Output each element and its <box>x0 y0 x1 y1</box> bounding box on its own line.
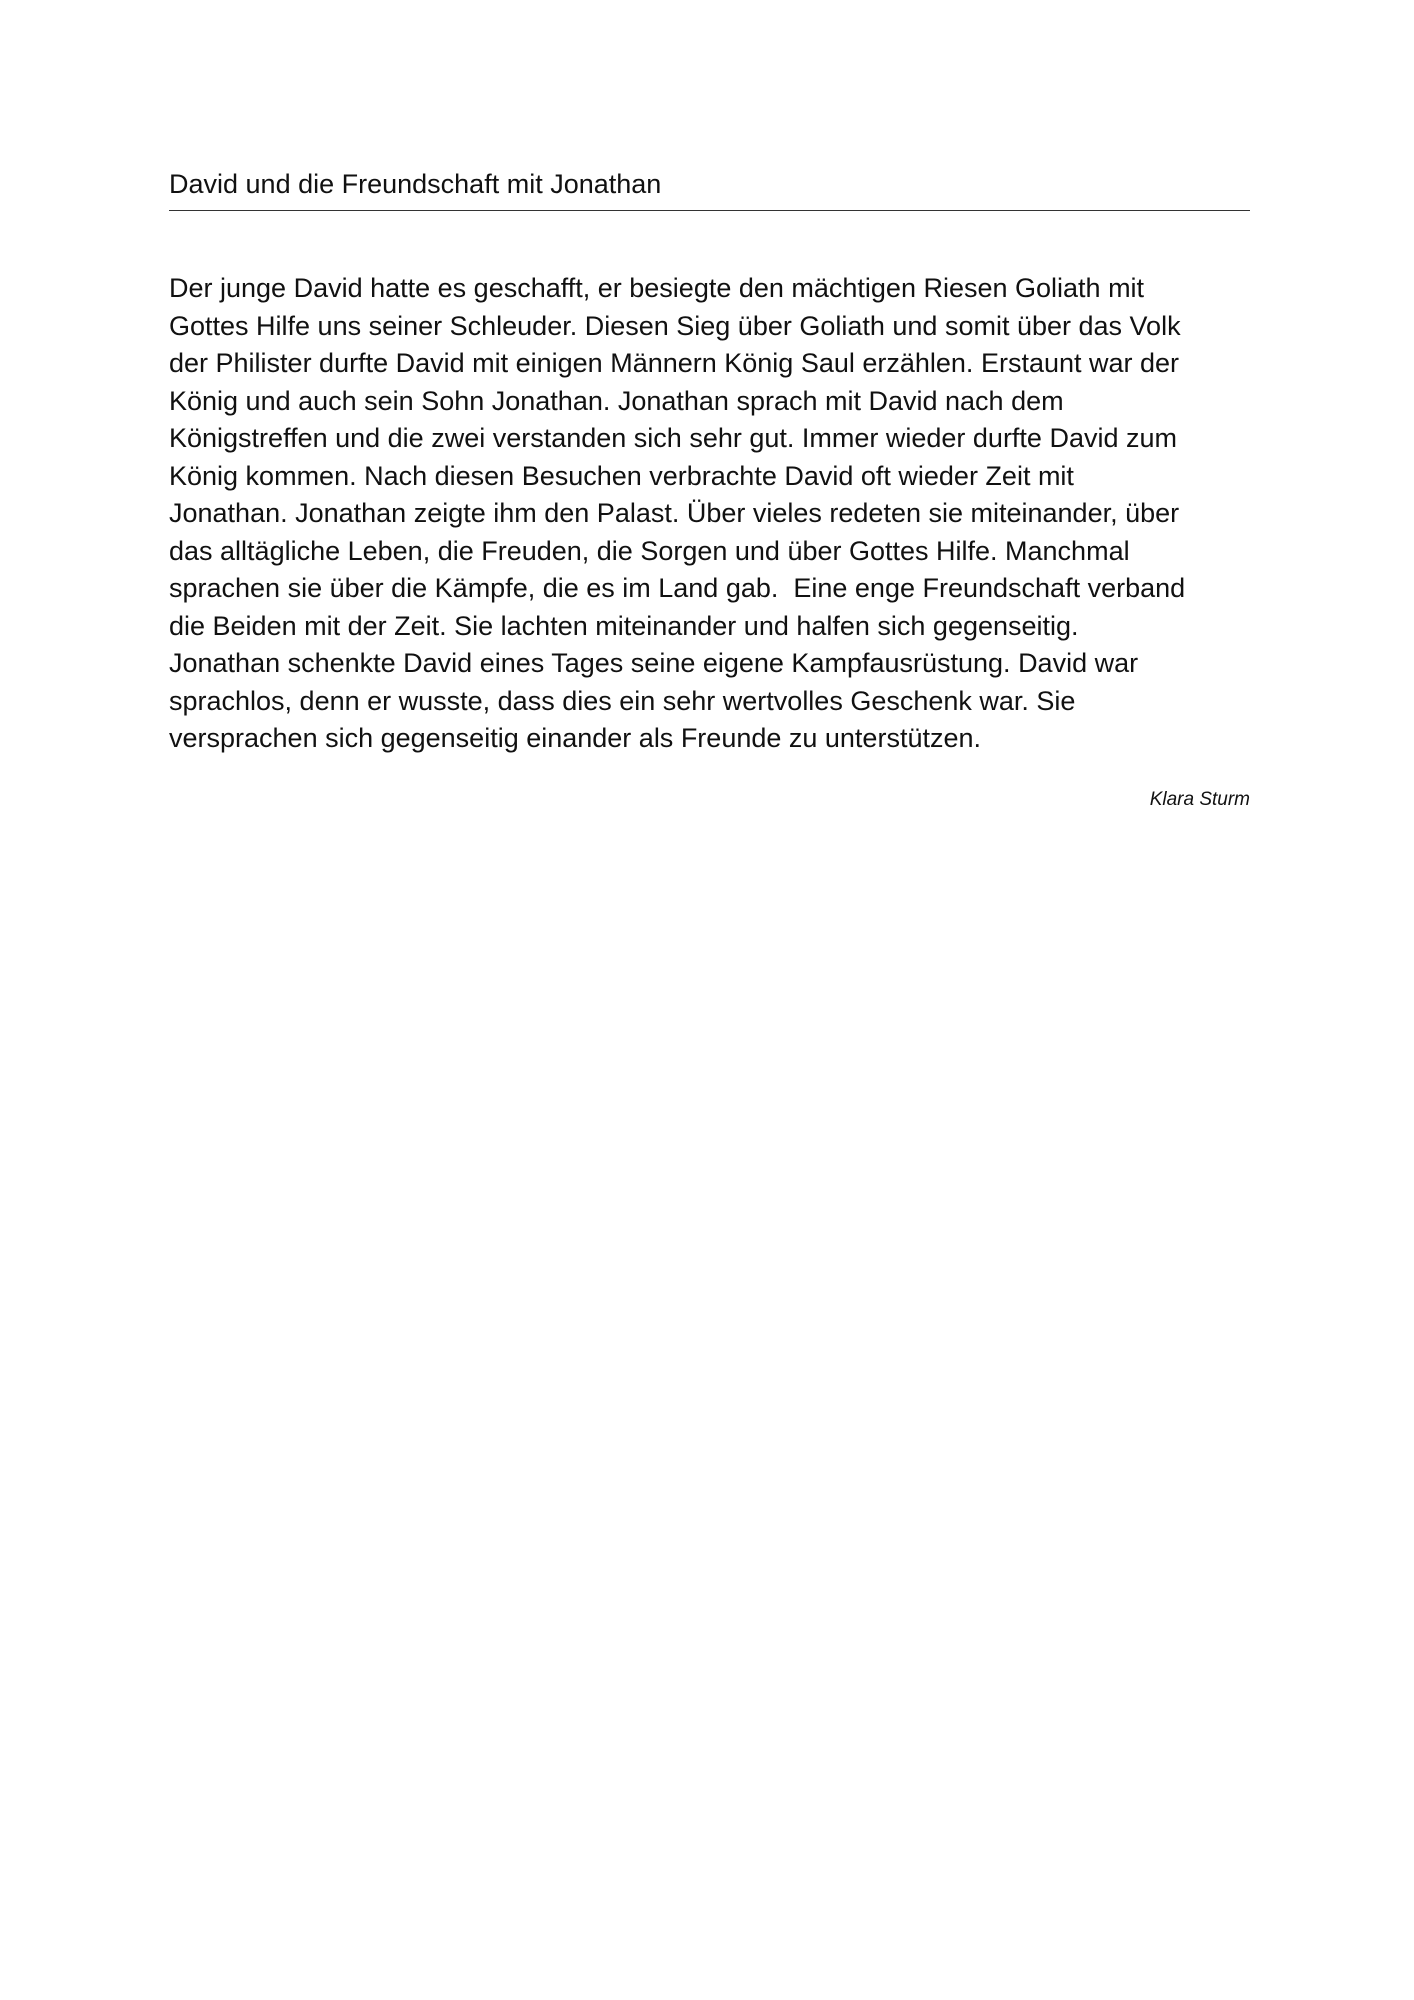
text-line-7: Jonathan. Jonathan zeigte ihm den Palast. Über vieles redeten sie miteinander, über <box>169 498 1180 528</box>
document-title: David und die Freundschaft mit Jonathan <box>169 169 662 199</box>
text-line-10: die Beiden mit der Zeit. Sie lachten miteinander und halfen sich gegenseitig. <box>169 610 1079 641</box>
text-line-11: Jonathan schenkte David eines Tages seine eigene Kampfausrüstung. David war <box>169 648 1139 678</box>
text-line-12: sprachlos, denn er wusste, dass dies ein sehr wertvolles Geschenk war. Sie <box>169 685 1076 716</box>
text-line-13: versprachen sich gegenseitig einander als Freunde zu unterstützen. <box>169 723 981 753</box>
author-name: Klara Sturm <box>1149 789 1250 810</box>
story-text <box>169 270 1250 758</box>
text-line-5: Königstreffen und die zwei verstanden sich sehr gut. Immer wieder durfte David zum <box>169 423 1177 453</box>
text-line-2: Gottes Hilfe uns seiner Schleuder. Diesen Sieg über Goliath und somit über das Volk <box>169 310 1181 341</box>
text-line-8: das alltägliche Leben, die Freuden, die Sorgen und über Gottes Hilfe. Manchmal <box>169 535 1130 566</box>
text-line-3: der Philister durfte David mit einigen Männern König Saul erzählen. Erstaunt war der <box>169 348 1180 378</box>
document-header <box>169 166 1250 211</box>
text-line-4: König und auch sein Sohn Jonathan. Jonathan sprach mit David nach dem <box>169 385 1064 416</box>
text-line-9: sprachen sie über die Kämpfe, die es im Land gab. Eine enge Freundschaft verband <box>169 573 1186 603</box>
text-line-1: Der junge David hatte es geschafft, er besiegte den mächtigen Riesen Goliath mit <box>169 273 1145 303</box>
text-line-6: König kommen. Nach diesen Besuchen verbrachte David oft wieder Zeit mit <box>169 460 1074 491</box>
